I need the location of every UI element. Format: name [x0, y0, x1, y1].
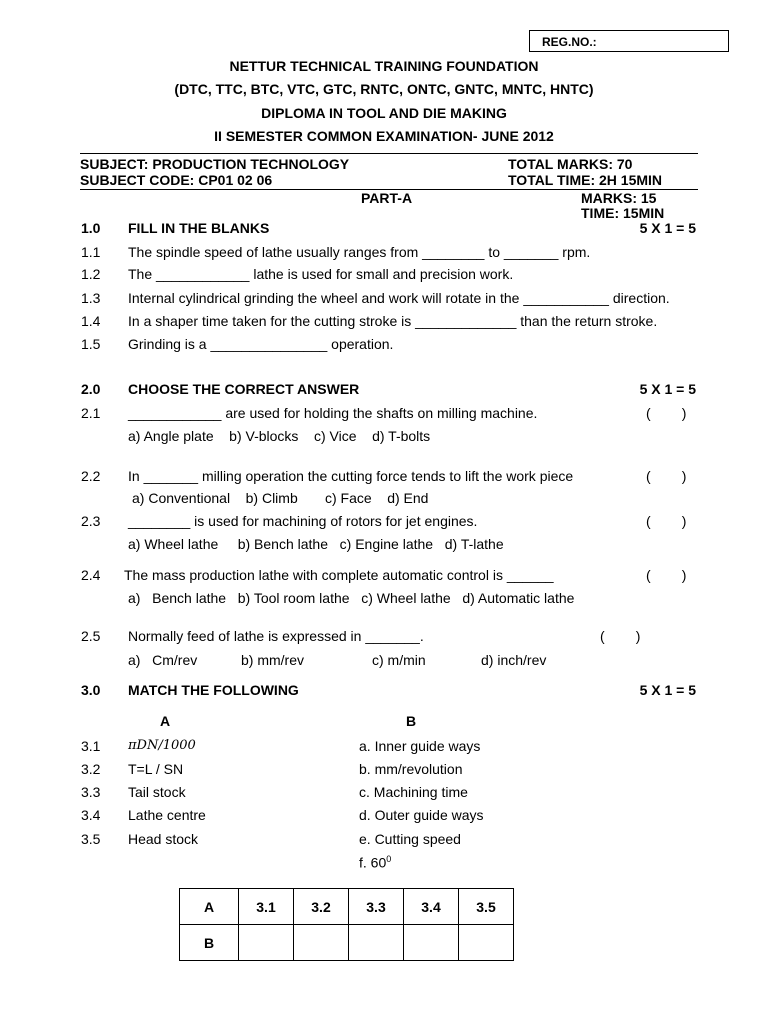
diploma-title: DIPLOMA IN TOOL AND DIE MAKING — [261, 105, 507, 121]
q2-5-option-a: a) Cm/rev — [128, 652, 198, 668]
match-b-extra — [359, 854, 391, 871]
q2-2-answer-box[interactable]: ( ) — [646, 468, 687, 484]
answer-cell: 3.5 — [459, 889, 514, 925]
q2-3-text: ________ is used for machining of rotors for jet engines. — [128, 513, 478, 529]
q1-1-text: The spindle speed of lathe usually ranges from ________ to _______ rpm. — [128, 244, 591, 260]
match-b-extra-text: f. 60 — [359, 854, 387, 871]
section3-score: 5 X 1 = 5 — [639, 682, 696, 698]
q2-5-option-c: c) m/min — [372, 652, 426, 668]
part-title: PART-A — [361, 190, 413, 206]
q2-3-options: a) Wheel lathe b) Bench lathe c) Engine lathe d) T-lathe — [128, 536, 504, 552]
part-marks: MARKS: 15 — [581, 190, 657, 206]
match-row-number: 3.4 — [81, 807, 101, 823]
match-a-item: Tail stock — [128, 784, 186, 800]
match-b-item: a. Inner guide ways — [359, 738, 481, 754]
q1-4-text: In a shaper time taken for the cutting stroke is _____________ than the return stroke. — [128, 313, 658, 329]
match-b-item: c. Machining time — [359, 784, 468, 800]
match-a-item: πDN/1000 — [128, 738, 196, 753]
reg-no-box — [529, 30, 729, 52]
section2-number: 2.0 — [81, 381, 101, 397]
answer-cell: B — [180, 925, 239, 961]
q2-4-number: 2.4 — [81, 567, 101, 583]
q1-5-number: 1.5 — [81, 336, 101, 352]
section3-number: 3.0 — [81, 682, 101, 698]
section1-number: 1.0 — [81, 220, 101, 236]
answer-input-cell[interactable] — [239, 925, 294, 961]
q2-5-text: Normally feed of lathe is expressed in _______. — [128, 628, 424, 644]
match-row-number: 3.3 — [81, 784, 101, 800]
match-b-item: b. mm/revolution — [359, 761, 463, 777]
column-b-header: B — [406, 713, 417, 729]
answer-input-cell[interactable] — [459, 925, 514, 961]
total-marks: TOTAL MARKS: 70 — [508, 156, 633, 172]
subject-code: SUBJECT CODE: CP01 02 06 — [80, 172, 273, 188]
q1-2-text: The ____________ lathe is used for small and precision work. — [128, 266, 514, 282]
answer-table-row-b — [180, 925, 514, 961]
answer-input-cell[interactable] — [294, 925, 349, 961]
q1-4-number: 1.4 — [81, 313, 101, 329]
section2-title: CHOOSE THE CORRECT ANSWER — [128, 381, 360, 397]
q2-5-option-d: d) inch/rev — [481, 652, 547, 668]
q2-1-number: 2.1 — [81, 405, 101, 421]
q1-3-text: Internal cylindrical grinding the wheel and work will rotate in the ___________ direction. — [128, 290, 670, 306]
answer-cell: 3.2 — [294, 889, 349, 925]
q1-2-number: 1.2 — [81, 266, 101, 282]
match-a-item: Lathe centre — [128, 807, 206, 823]
match-b-item: d. Outer guide ways — [359, 807, 484, 823]
q2-2-text: In _______ milling operation the cutting force tends to lift the work piece — [128, 468, 574, 484]
q1-5-text: Grinding is a _______________ operation. — [128, 336, 394, 352]
match-b-item: e. Cutting speed — [359, 831, 461, 847]
q2-2-number: 2.2 — [81, 468, 101, 484]
reg-no-label: REG.NO.: — [542, 35, 597, 49]
answer-input-cell[interactable] — [349, 925, 404, 961]
q2-5-answer-box[interactable]: ( ) — [600, 628, 641, 644]
section1-title: FILL IN THE BLANKS — [128, 220, 270, 236]
q2-4-options: a) Bench lathe b) Tool room lathe c) Wheel lathe d) Automatic lathe — [128, 590, 575, 606]
q2-1-answer-box[interactable]: ( ) — [646, 405, 687, 421]
q2-4-answer-box[interactable]: ( ) — [646, 567, 687, 583]
match-a-item: Head stock — [128, 831, 199, 847]
total-time: TOTAL TIME: 2H 15MIN — [508, 172, 663, 188]
q1-3-number: 1.3 — [81, 290, 101, 306]
match-row-number: 3.2 — [81, 761, 101, 777]
answer-input-cell[interactable] — [404, 925, 459, 961]
match-row-number: 3.1 — [81, 738, 101, 754]
q2-4-text: The mass production lathe with complete automatic control is ______ — [124, 567, 554, 583]
exam-title: II SEMESTER COMMON EXAMINATION- JUNE 2012 — [214, 128, 554, 144]
answer-table — [179, 888, 514, 961]
q2-5-number: 2.5 — [81, 628, 101, 644]
subject: SUBJECT: PRODUCTION TECHNOLOGY — [80, 156, 350, 172]
q2-2-options: a) Conventional b) Climb c) Face d) End — [132, 490, 429, 506]
q2-1-text: ____________ are used for holding the shafts on milling machine. — [128, 405, 538, 421]
answer-table-row-a — [180, 889, 514, 925]
answer-cell: 3.4 — [404, 889, 459, 925]
institution-name: NETTUR TECHNICAL TRAINING FOUNDATION — [229, 58, 539, 74]
q1-1-number: 1.1 — [81, 244, 101, 260]
q2-1-options: a) Angle plate b) V-blocks c) Vice d) T-bolts — [128, 428, 431, 444]
q2-3-number: 2.3 — [81, 513, 101, 529]
section2-score: 5 X 1 = 5 — [639, 381, 696, 397]
section1-score: 5 X 1 = 5 — [639, 220, 696, 236]
centres-list: (DTC, TTC, BTC, VTC, GTC, RNTC, ONTC, GNTC, MNTC, HNTC) — [174, 81, 594, 97]
match-row-number: 3.5 — [81, 831, 101, 847]
q2-3-answer-box[interactable]: ( ) — [646, 513, 687, 529]
match-a-item: T=L / SN — [128, 761, 184, 777]
q2-5-option-b: b) mm/rev — [241, 652, 304, 668]
part-time: TIME: 15MIN — [581, 205, 665, 221]
column-a-header: A — [160, 713, 171, 729]
answer-cell: A — [180, 889, 239, 925]
section3-title: MATCH THE FOLLOWING — [128, 682, 299, 698]
degree-superscript: 0 — [386, 854, 392, 864]
answer-cell: 3.1 — [239, 889, 294, 925]
header-rule-top — [80, 153, 698, 154]
answer-cell: 3.3 — [349, 889, 404, 925]
